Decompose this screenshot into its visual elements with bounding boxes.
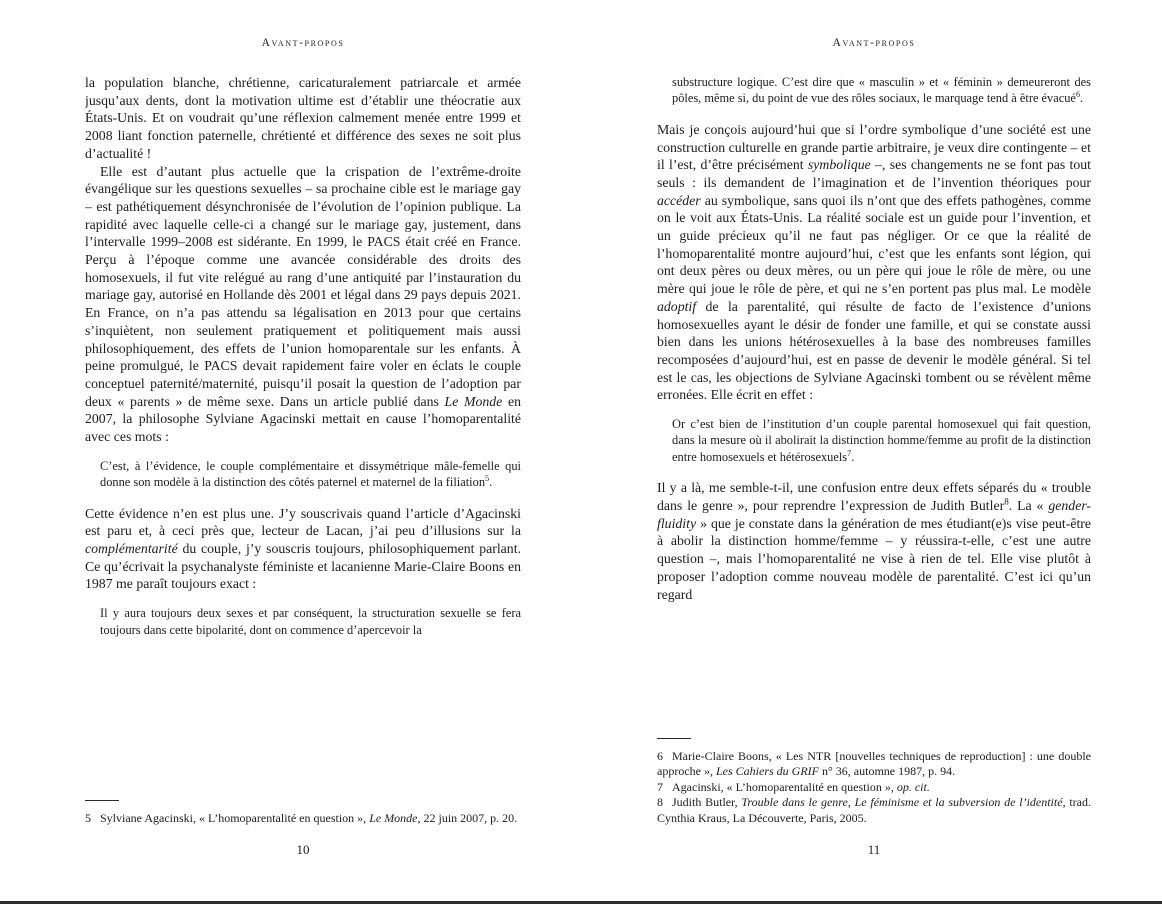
footnotes-section	[85, 800, 521, 826]
page-right	[581, 0, 1162, 904]
footnote-text: Sylviane Agacinski, « L’homoparentalité en question », Le Monde, 22 juin 2007, p. 20.	[100, 810, 518, 825]
page-body	[85, 74, 521, 652]
footnote-list	[657, 749, 1091, 826]
body-paragraph: la population blanche, chrétienne, caricaturalement patriarcale et armée jusqu’aux dents, dont la motivation ultime est d’établir une théocratie aux États-Unis. Et on voudrait qu’une réflexion calmement menée entre 1999 et 2008 liant fonction paternelle, chrétienté et différence des sexes ne soit plus d’actualité !	[85, 75, 521, 161]
footnote-marker: 6	[657, 748, 663, 763]
footnote-marker: 5	[85, 810, 91, 825]
body-paragraph: Il y a là, me semble-t-il, une confusion entre deux effets séparés du « trouble dans le genre », pour reprendre l’expression de Judith Butler$^8$. La « gender-fluidity » que je constate dans la génération de mes étudiant(e)s vise peut-être à abolir la distinction homme/femme – y réussira-t-elle, c’est une autre question –, mais l’homoparentalité ne vise à rien de tel. Elle vise plutôt à proposer l’adoption comme nouveau modèle de parentalité. C’est ici qu’un regard	[657, 480, 1091, 602]
footnote-separator	[657, 738, 691, 739]
footnote	[657, 749, 1091, 780]
footnote-text: Agacinski, « L’homoparentalité en question », op. cit.	[672, 779, 930, 794]
footnote	[657, 780, 1091, 795]
running-header: Avant-propos	[261, 37, 345, 49]
page-left-text-block	[85, 0, 521, 904]
footnote-marker: 7	[657, 779, 663, 794]
footnote-separator	[85, 800, 119, 801]
footnote	[85, 811, 521, 826]
block-quote: substructure logique. C’est dire que « masculin » et « féminin » demeureront des pôles, même si, du point de vue des rôles sociaux, le marquage tend à être évacué$^6$.	[672, 75, 1091, 106]
page-body	[657, 74, 1091, 603]
body-paragraph: Cette évidence n’en est plus une. J’y souscrivais quand l’article d’Agacinski est paru et, à ceci près que, lecteur de Lacan, j’ai peu d’illusions sur la complémentarité du couple, j’y souscris toujours, philosophiquement parlant. Ce qu’écrivait la psychanalyste féministe et lacanienne Marie-Claire Boons en 1987 me paraît toujours exact :	[85, 505, 521, 592]
footnote-text: Marie-Claire Boons, « Les NTR [nouvelles techniques de reproduction] : une double approche », Les Cahiers du GRIF n° 36, automne 1987, p. 94.	[657, 748, 1091, 779]
block-quote: Or c’est bien de l’institution d’un couple parental homosexuel qui fait question, dans la mesure où il abolirait la distinction homme/femme au profit de la distinction entre homosexuels et hétérosexuels$^7$.	[672, 417, 1091, 464]
page-number: 11	[867, 842, 881, 857]
body-paragraph: Mais je conçois aujourd’hui que si l’ordre symbolique d’une société est une construction culturelle en grande partie arbitraire, je veux dire contingente – et il l’est, d’être précisément symbolique –, ses changements ne se font pas tout seuls : ils demandent de l’imagination et de l’invention théoriques pour accéder au symbolique, sans quoi ils n’ont que des effets pathogènes, comme on le voit aux États-Unis. La réalité sociale est un guide pour l’invention, et un guide précieux qu’il ne faut pas négliger. Or ce que la réalité de l’homoparentalité montre aujourd’hui, c’est que les enfants sont légion, qui ont deux pères ou deux mères, ou un père qui joue le rôle de mère, ou une mère qui joue le rôle de père, et qui ne s’en portent pas plus mal. Le modèle adoptif de la parentalité, qui résulte de facto de l’existence d’unions homosexuelles ayant le désir de fonder une famille, et qui se constate aussi bien dans les unions hétérosexuelles à la base des nombreuses familles recomposées d’aujourd’hui, est en passe de devenir le modèle général. Si tel est le cas, les objections de Sylviane Agacinski tombent ou se révèlent même erronées. Elle écrit en effet :	[657, 121, 1091, 403]
footnote-text: Judith Butler, Trouble dans le genre, Le féminisme et la subversion de l’identité, trad. Cynthia Kraus, La Découverte, Paris, 2005.	[657, 795, 1091, 825]
block-quote: Il y aura toujours deux sexes et par conséquent, la structuration sexuelle se fera toujours dans cette bipolarité, dont on commence d’apercevoir la	[100, 606, 521, 637]
block-quote: C’est, à l’évidence, le couple complémentaire et dissymétrique mâle-femelle qui donne son modèle à la distinction des côtés paternel et maternel de la filiation$^5$.	[100, 458, 521, 490]
footnote-marker: 8	[657, 795, 663, 810]
footnotes-section	[657, 738, 1091, 826]
running-header: Avant-propos	[832, 37, 916, 49]
page-right-text-block	[657, 0, 1091, 904]
footnote-list	[85, 811, 521, 826]
footnote	[657, 795, 1091, 826]
page-number: 10	[296, 842, 310, 857]
body-paragraph: Elle est d’autant plus actuelle que la crispation de l’extrême-droite évangélique sur les questions sexuelles – sa prochaine cible est le mariage gay – est pathétiquement désynchronisée de l’évolution de l’opinion publique. La rapidité avec laquelle celle-ci a changé sur le mariage gay, justement, dans l’intervalle 1999–2008 est sidérante. En 1999, le PACS était créé en France. Perçu à l’époque comme une avancée considérable des droits des homosexuels, il fut vite relégué au rang d’une antiquité par l’instauration du mariage gay, autorisé en Hollande dès 2001 et légal dans 29 pays depuis 2021. En France, on n’a pas attendu sa légalisation en 2013 pour que certains s’inquiètent, non seulement pratiquement et politiquement mais aussi philosophiquement, des effets de l’union homoparentale sur les enfants. À peine promulgué, le PACS devait rapidement faire voler en éclats le couple conceptuel paternité/maternité, puisqu’il posait la question de l’adoption par deux « parents » de même sexe. Dans un article publié dans Le Monde en 2007, la philosophe Sylviane Agacinski mettait en cause l’homoparentalité avec ces mots :	[85, 163, 521, 445]
